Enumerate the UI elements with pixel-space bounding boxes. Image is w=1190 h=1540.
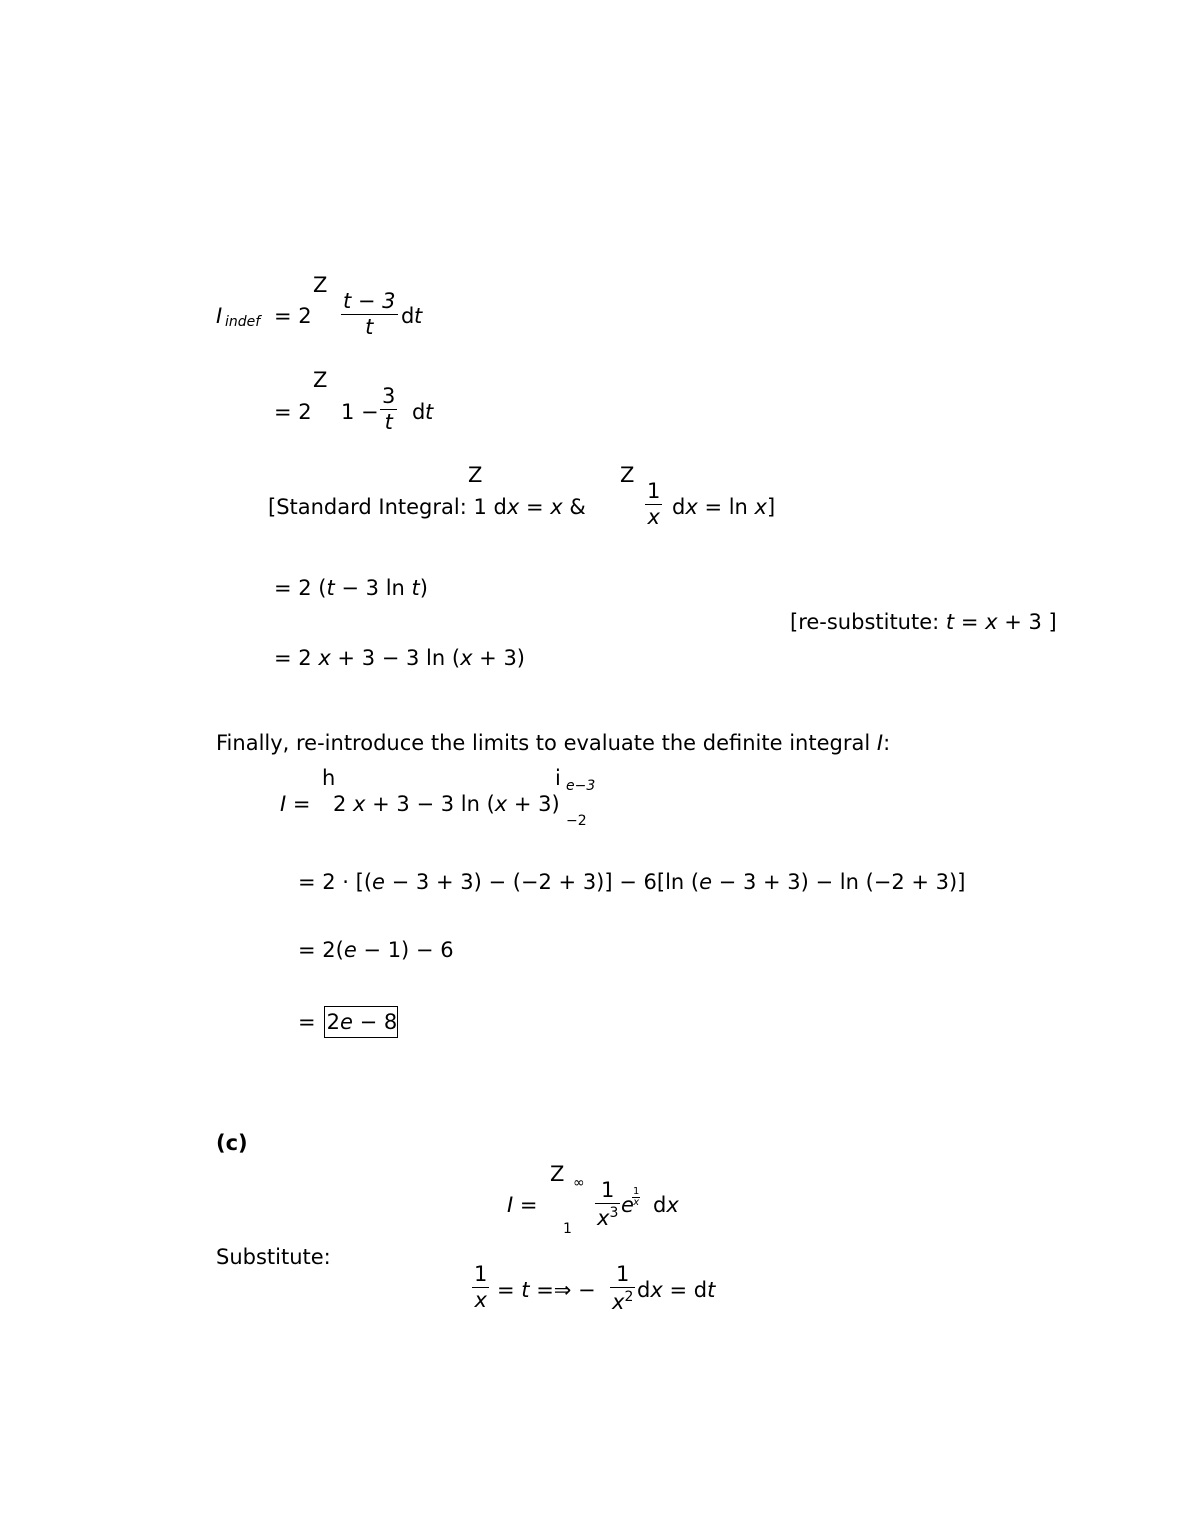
var-x: x (460, 646, 473, 670)
text: = 2 · [( (298, 870, 373, 894)
numerator: 3 (382, 384, 396, 408)
text: − 1) − 6 (356, 938, 454, 962)
var-x: x (506, 495, 520, 519)
text: − 8 (352, 1010, 398, 1034)
var-x: x (754, 495, 767, 519)
text: = 2( (298, 938, 344, 962)
differential-d: d (653, 1193, 667, 1217)
differential-d: d (672, 495, 686, 519)
evaluation-step-1 (298, 872, 965, 893)
var-I: I (280, 792, 287, 816)
text: + 3 ] (997, 610, 1057, 634)
var-x: x (612, 1290, 625, 1314)
integral-sign-glyph-1: Z (468, 463, 483, 487)
text: + 3) (472, 646, 525, 670)
integral-sign-glyph: Z (313, 368, 328, 392)
numerator: 1 (474, 1262, 488, 1286)
var-e: e (343, 938, 357, 962)
definite-lhs (280, 794, 310, 815)
text: − 3 ln (334, 576, 412, 600)
denominator: t (365, 315, 374, 339)
integral-lhs (507, 1195, 537, 1216)
var-I: I (876, 731, 884, 755)
numerator-text: t − 3 (343, 289, 396, 313)
text-equals-ln: = ln (697, 495, 755, 519)
numerator: 1 (647, 479, 661, 503)
evaluation-step-2 (298, 940, 454, 961)
text: [re-substitute: (790, 610, 946, 634)
var-t: t (521, 1278, 530, 1302)
var-t: t (411, 576, 420, 600)
text-equals: = (298, 1010, 316, 1034)
var-x: x (494, 792, 508, 816)
numerator: 1 (633, 1186, 640, 1197)
text-close: ] (766, 495, 776, 519)
fraction-bar (610, 1287, 635, 1288)
standard-integral-tail (672, 497, 775, 518)
upper-limit-infinity: ∞ (573, 1175, 585, 1191)
denominator: x (633, 1197, 640, 1208)
var-x: x (550, 495, 563, 519)
fraction-1-over-x-cubed (595, 1180, 620, 1229)
lower-limit: −2 (566, 813, 587, 829)
numerator: 1 (615, 1262, 630, 1286)
text: : (883, 731, 891, 755)
var-e: e (372, 870, 385, 894)
lower-limit: 1 (563, 1221, 572, 1237)
bracket-close-glyph: i (555, 766, 561, 790)
antiderivative-in-t (274, 578, 428, 599)
text: + 3 − 3 ln ( (330, 646, 461, 670)
finally-paragraph (216, 733, 890, 754)
subscript-indef: indef (225, 314, 261, 330)
equals-two: = 2 (274, 304, 312, 328)
upper-limit: e−3 (566, 778, 596, 794)
text-equals: = (497, 1278, 522, 1302)
bracket-open-glyph: h (322, 766, 336, 790)
differential-d: d (412, 400, 426, 424)
text-equals-d: = d (662, 1278, 708, 1302)
text: + 3) (507, 792, 560, 816)
standard-integral-text (268, 497, 586, 518)
fraction-t-minus-3-over-t (341, 291, 398, 338)
differential-d: d (637, 1278, 651, 1302)
var-e: e (621, 1193, 634, 1217)
text-open: [Standard Integral: 1 d (268, 495, 507, 519)
text: − 3 + 3) − (−2 + 3)] − 6[ln ( (384, 870, 700, 894)
text: + 3 − 3 ln ( (365, 792, 495, 816)
var-x: x (985, 610, 998, 634)
differential-var: t (425, 400, 434, 424)
var-t: t (707, 1278, 716, 1302)
part-c-label: (c) (216, 1131, 248, 1155)
var-x: x (318, 646, 331, 670)
substitution-middle (497, 1280, 596, 1301)
differential (653, 1195, 679, 1216)
final-answer-box (324, 1006, 399, 1038)
text: ) (419, 576, 428, 600)
fraction-3-over-t (380, 386, 397, 433)
var-I: I (507, 1193, 514, 1217)
evaluation-step-3 (298, 1012, 398, 1033)
denominator (595, 1206, 620, 1229)
definite-expression (333, 794, 560, 815)
antiderivative-in-x (274, 648, 525, 669)
text: = 2 (274, 646, 319, 670)
text: Finally, re-introduce the limits to evaluate the definite integral (216, 731, 877, 755)
substitution-tail (637, 1280, 715, 1301)
exponent-fraction-1-over-x (632, 1187, 640, 1208)
text-equals: = (513, 1193, 538, 1217)
var-e: e (699, 870, 712, 894)
numerator: 1 (600, 1178, 615, 1202)
var-t: t (945, 610, 955, 634)
integral-sign-glyph: Z (313, 273, 328, 297)
fraction-bar (595, 1203, 620, 1204)
integral-sign-glyph: Z (550, 1162, 565, 1186)
fraction-1-over-x (472, 1264, 489, 1311)
text-equals: = (286, 792, 311, 816)
differential-var: t (414, 304, 423, 328)
denominator: x (474, 1288, 487, 1312)
integral-symbol-I: I (216, 304, 223, 328)
denominator: x (647, 505, 660, 529)
exponent: 2 (624, 1289, 634, 1305)
text: 2 (333, 792, 354, 816)
text: − 3 + 3) − ln (−2 + 3)] (712, 870, 966, 894)
resubstitute-note (790, 612, 1057, 633)
var-t: t (326, 576, 335, 600)
text: = 2 ( (274, 576, 327, 600)
denominator (610, 1290, 635, 1313)
var-x: x (650, 1278, 663, 1302)
var-x: x (597, 1206, 610, 1230)
fraction-1-over-x-squared (610, 1264, 635, 1313)
fraction-1-over-x (645, 481, 662, 528)
text: = (954, 610, 986, 634)
text: 2 (326, 1010, 340, 1034)
integral-sign-glyph-2: Z (620, 463, 635, 487)
text-ampersand: & (562, 495, 586, 519)
one-minus: 1 − (341, 400, 379, 424)
text-equals: = (519, 495, 551, 519)
differential-d: d (401, 304, 415, 328)
exponent: 3 (609, 1205, 619, 1221)
equals-two: = 2 (274, 400, 312, 424)
var-x: x (685, 495, 698, 519)
denominator: t (384, 410, 393, 434)
implies-arrow: =⇒ − (529, 1278, 596, 1302)
var-x: x (666, 1193, 679, 1217)
var-e: e (339, 1010, 353, 1034)
substitute-label: Substitute: (216, 1245, 331, 1269)
numerator (341, 291, 398, 312)
var-x: x (353, 792, 366, 816)
